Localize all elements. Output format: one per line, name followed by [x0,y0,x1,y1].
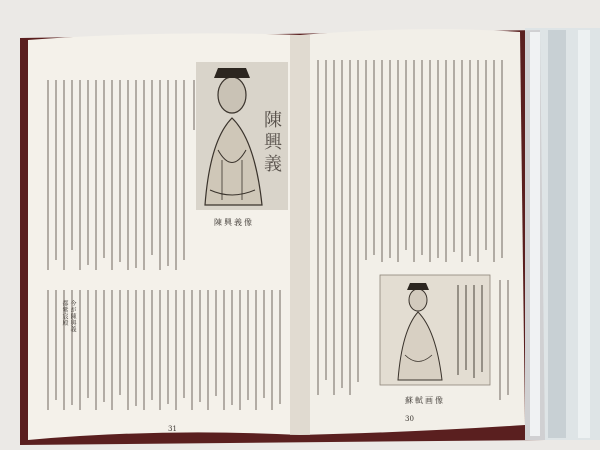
right-page-number: 30 [405,415,414,423]
right-portrait-caption: 蘇軾画像 [405,396,445,405]
left-page-number: 31 [168,425,177,433]
su-shi-portrait [380,275,490,385]
left-top-right-line-1: 今が陳與義 [69,300,76,333]
portrait-label-large: 陳興義 [261,110,282,176]
acrylic-stand [525,28,600,440]
left-top-right-line-2: 都紫宸殿 [61,300,68,326]
left-portrait-caption: 陳興義像 [214,218,254,227]
book-spine [290,35,310,435]
